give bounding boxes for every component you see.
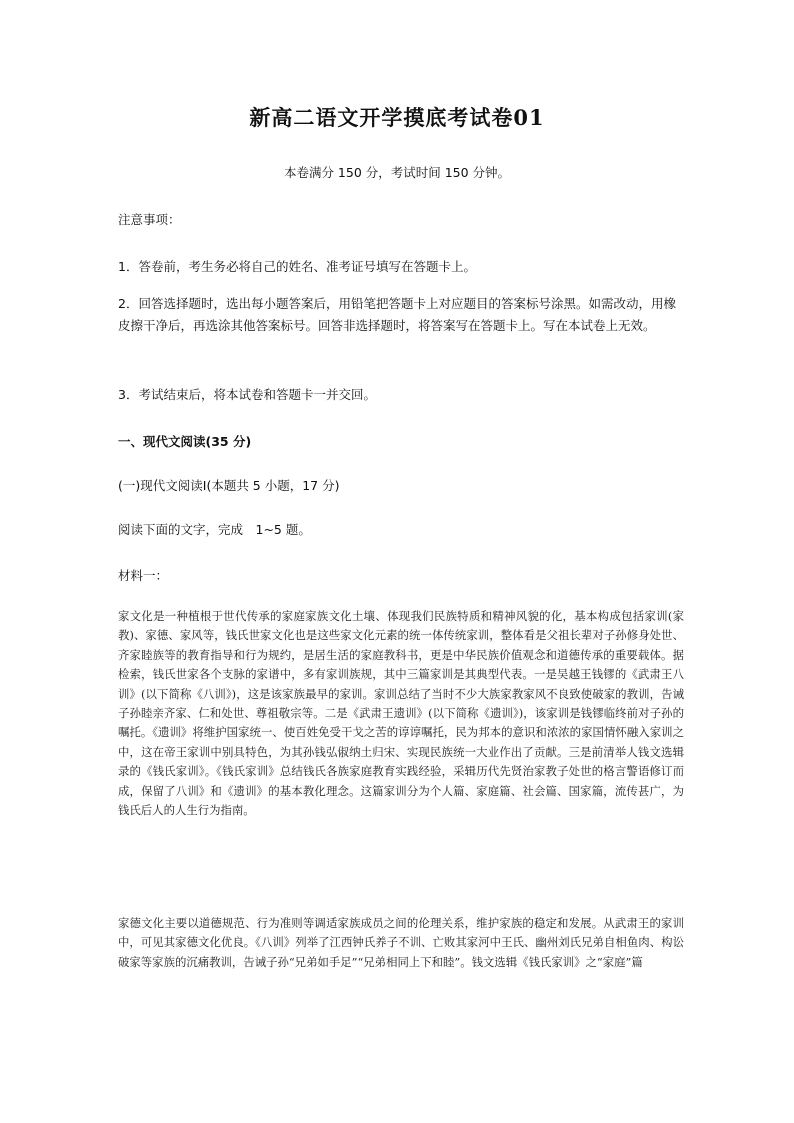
notice-heading: 注意事项： — [118, 212, 181, 227]
notice-item-1: 1．答卷前，考生务必将自己的姓名、准考证号填写在答题卡上。 — [118, 259, 476, 274]
notice-item-3: 3．考试结束后，将本试卷和答题卡一并交回。 — [118, 387, 376, 402]
subsection-heading: (一)现代文阅读Ⅰ(本题共 5 小题，17 分) — [118, 478, 340, 493]
material-paragraph-2: 家德文化主要以道德规范、行为准则等调适家族成员之间的伦理关系，维护家族的稳定和发展。从武肃王的家训中，可见其家德文化优良。《八训》列举了江西钟氏养子不训、亡败其家河中王氏、幽州刘氏兄弟自相鱼肉、构讼破家等家族的沉痛教训，告诫子孙“兄弟如手足”“兄弟相同上下和睦”。钱文选辑《钱氏家训》之“家庭”篇 — [118, 916, 684, 969]
reading-instruction: 阅读下面的文字，完成 1~5 题。 — [118, 522, 311, 537]
exam-title: 新高二语文开学摸底考试卷01 — [249, 105, 545, 130]
section-heading: 一、现代文阅读(35 分) — [118, 434, 252, 449]
notice-item-2: 2．回答选择题时，选出每小题答案后，用铅笔把答题卡上对应题目的答案标号涂黑。如需改动，用橡皮擦干净后，再选涂其他答案标号。回答非选择题时，将答案写在答题卡上。写在本试卷上无效。 — [118, 296, 676, 333]
material-paragraph-1: 家文化是一种植根于世代传承的家庭家族文化土壤、体现我们民族特质和精神风貌的化，基本构成包括家训(家教)、家德、家风等，钱氏世家文化也是这些家文化元素的统一体传统家训，整体看是父祖长辈对子孙修身处世、齐家睦族等的教育指导和行为规约，是居生活的家庭教科书，更是中华民族价值观念和道德传承的重要载体。据检索，钱氏世家各个支脉的家谱中，多有家训族规，其中三篇家训是其典型代表。一是吴越王钱镠的《武肃王八训》(以下简称《八训》)，这是该家族最早的家训。家训总结了当时不少大族家教家风不良致使破家的教训，告诫子孙睦亲齐家、仁和处世、尊祖敬宗等。二是《武肃王遗训》(以下简称《遗训》)，该家训是钱镠临终前对子孙的嘱托。《遗训》将维护国家统一、使百姓免受干戈之苦的谆谆嘱托，民为邦本的意识和浓浓的家国情怀融入家训之中，这在帝王家训中别具特色，为其孙钱弘俶纳土归宋、实现民族统一大业作出了贡献。三是前清举人钱文选辑录的《钱氏家训》。《钱氏家训》总结钱氏各族家庭教育实践经验，采辑历代先贤治家教子处世的格言警语修订而成，保留了八训》和《遗训》的基本教化理念。这篇家训分为个人篇、家庭篇、社会篇、国家篇，流传甚广，为钱氏后人的人生行为指南。 — [118, 609, 684, 818]
exam-subtitle: 本卷满分 150 分，考试时间 150 分钟。 — [283, 165, 511, 180]
material-label: 材料一： — [118, 568, 169, 583]
